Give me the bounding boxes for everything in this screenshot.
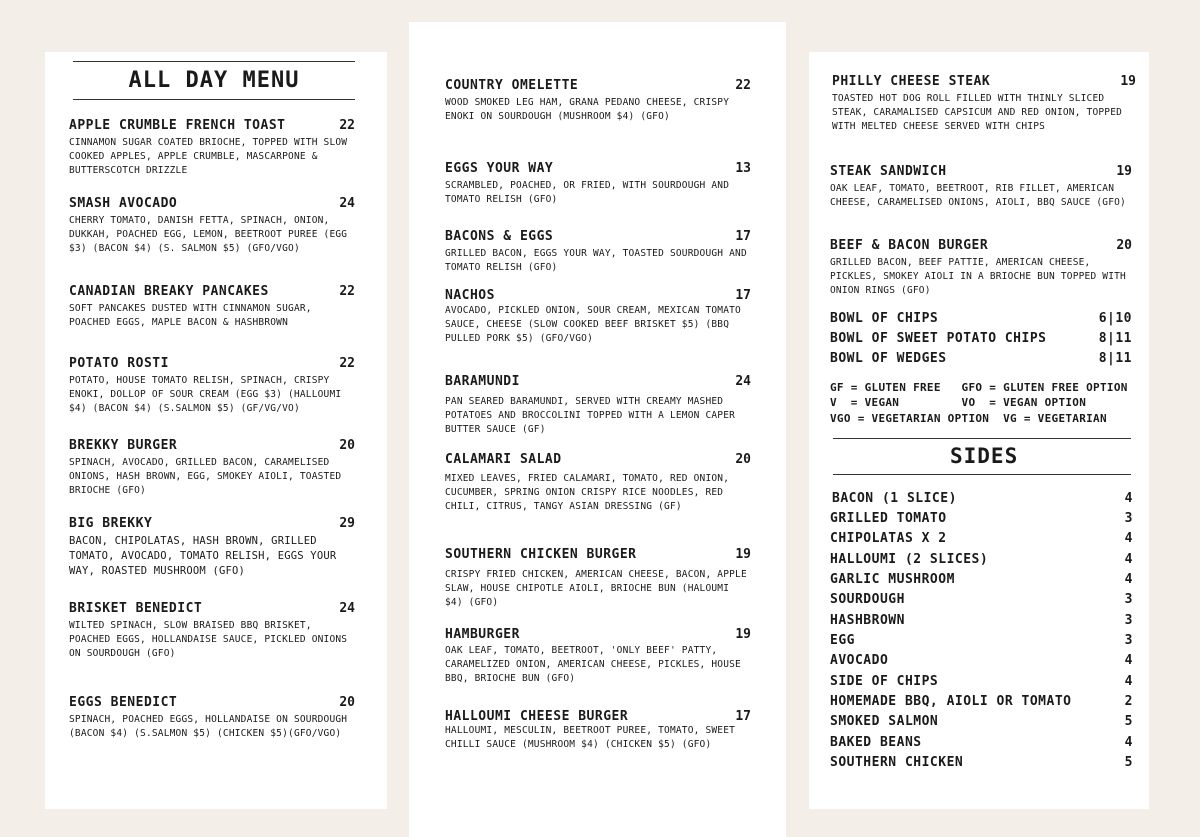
menu-item: [832, 74, 1136, 134]
item-name: COUNTRY OMELETTE: [445, 78, 579, 93]
side-name: SIDE OF CHIPS: [830, 674, 939, 689]
dietary-legend-line: GF = GLUTEN FREE GFO = GLUTEN FREE OPTION: [830, 381, 1128, 394]
item-price: 22: [339, 118, 355, 133]
menu-item: [69, 118, 355, 178]
side-name: GARLIC MUSHROOM: [830, 572, 955, 587]
item-description: SPINACH, POACHED EGGS, HOLLANDAISE ON SOURDOUGH (BACON $4) (S.SALMON $5) (CHICKEN $5)(GFO/VGO): [69, 714, 348, 739]
item-name: BARAMUNDI: [445, 374, 520, 389]
item-price: 20: [735, 452, 751, 467]
item-description: PAN SEARED BARAMUNDI, SERVED WITH CREAMY MASHED POTATOES AND BROCCOLINI TOPPED WITH A LEMON CAPER BUTTER SAUCE (GF): [445, 396, 736, 435]
side-name: HALLOUMI (2 SLICES): [830, 552, 989, 567]
item-name: HAMBURGER: [445, 627, 520, 642]
item-description: AVOCADO, PICKLED ONION, SOUR CREAM, MEXICAN TOMATO SAUCE, CHEESE (SLOW COOKED BEEF BRISKET $5) (BBQ PULLED PORK $5) (GFO/VGO): [445, 305, 741, 344]
item-description: OAK LEAF, TOMATO, BEETROOT, RIB FILLET, AMERICAN CHEESE, CARAMELISED ONIONS, AIOLI, BBQ SAUCE (GFO): [830, 183, 1126, 208]
side-row: [830, 653, 1133, 668]
item-price: 17: [735, 288, 751, 303]
side-row: [832, 491, 1133, 506]
side-name: SOURDOUGH: [830, 592, 905, 607]
side-name: HOMEMADE BBQ, AIOLI OR TOMATO: [830, 694, 1072, 709]
chips-row: [830, 311, 1132, 326]
menu-item: [445, 161, 751, 207]
menu-item: [445, 452, 751, 514]
menu-item: [69, 284, 355, 330]
menu-title-box: [73, 61, 355, 100]
side-row: [830, 592, 1133, 607]
chips-name: BOWL OF WEDGES: [830, 351, 947, 366]
item-price: 20: [339, 438, 355, 453]
side-price: 4: [1124, 674, 1133, 689]
side-row: [830, 613, 1133, 628]
item-name: NACHOS: [445, 288, 495, 303]
chips-name: BOWL OF SWEET POTATO CHIPS: [830, 331, 1047, 346]
menu-item: [445, 627, 751, 686]
menu-item: [445, 547, 751, 610]
side-price: 3: [1124, 613, 1133, 628]
menu-item: [830, 224, 1132, 298]
side-name: SMOKED SALMON: [830, 714, 939, 729]
item-description: WILTED SPINACH, SLOW BRAISED BBQ BRISKET, POACHED EGGS, HOLLANDAISE SAUCE, PICKLED ONIONS ON SOURDOUGH (GFO): [69, 620, 348, 659]
item-description: SPINACH, AVOCADO, GRILLED BACON, CARAMELISED ONIONS, HASH BROWN, EGG, SMOKEY AIOLI, TOASTED BRIOCHE (GFO): [69, 457, 342, 496]
item-name: EGGS YOUR WAY: [445, 161, 554, 176]
side-name: HASHBROWN: [830, 613, 905, 628]
menu-item: [69, 695, 355, 741]
menu-item: [69, 438, 355, 498]
menu-item: [445, 288, 751, 346]
item-description: POTATO, HOUSE TOMATO RELISH, SPINACH, CRISPY ENOKI, DOLLOP OF SOUR CREAM (EGG $3) (HALLOUMI $4) (BACON $4) (S.SALMON $5) (GF/VG/VO): [69, 375, 342, 414]
menu-item: [69, 196, 355, 256]
side-row: [830, 694, 1133, 709]
item-name: BIG BREKKY: [69, 516, 153, 531]
divider: [833, 474, 1131, 475]
item-description: SCRAMBLED, POACHED, OR FRIED, WITH SOURDOUGH AND TOMATO RELISH (GFO): [445, 180, 730, 205]
side-price: 5: [1124, 755, 1133, 770]
item-name: EGGS BENEDICT: [69, 695, 178, 710]
item-price: 19: [1116, 164, 1132, 179]
item-description: HALLOUMI, MESCULIN, BEETROOT PUREE, TOMATO, SWEET CHILLI SAUCE (MUSHROOM $4) (CHICKEN $5) (GFO): [445, 725, 736, 750]
side-price: 4: [1124, 735, 1133, 750]
side-price: 2: [1124, 694, 1133, 709]
side-row: [830, 511, 1133, 526]
menu-page-right: [809, 52, 1149, 809]
item-price: 24: [339, 601, 355, 616]
side-row: [830, 552, 1133, 567]
item-description: GRILLED BACON, EGGS YOUR WAY, TOASTED SOURDOUGH AND TOMATO RELISH (GFO): [445, 248, 747, 273]
side-price: 5: [1124, 714, 1133, 729]
item-description: WOOD SMOKED LEG HAM, GRANA PEDANO CHEESE, CRISPY ENOKI ON SOURDOUGH (MUSHROOM $4) (GFO): [445, 97, 730, 122]
item-price: 19: [735, 547, 751, 562]
menu-item: [445, 78, 751, 124]
item-price: 17: [735, 709, 751, 724]
sides-title: SIDES: [950, 444, 1019, 468]
item-price: 29: [339, 516, 355, 531]
item-name: APPLE CRUMBLE FRENCH TOAST: [69, 118, 286, 133]
side-price: 3: [1124, 633, 1133, 648]
item-description: CINNAMON SUGAR COATED BRIOCHE, TOPPED WITH SLOW COOKED APPLES, APPLE CRUMBLE, MASCARPONE & BUTTERSCOTCH DRIZZLE: [69, 137, 348, 176]
item-name: CANADIAN BREAKY PANCAKES: [69, 284, 269, 299]
side-name: BAKED BEANS: [830, 735, 922, 750]
side-row: [830, 572, 1133, 587]
item-price: 19: [735, 627, 751, 642]
item-name: BREKKY BURGER: [69, 438, 178, 453]
item-price: 24: [735, 374, 751, 389]
menu-item: [445, 229, 751, 275]
item-price: 22: [339, 356, 355, 371]
side-row: [830, 755, 1133, 770]
item-name: STEAK SANDWICH: [830, 164, 947, 179]
menu-item: [69, 601, 355, 661]
side-price: 4: [1124, 552, 1133, 567]
item-name: POTATO ROSTI: [69, 356, 169, 371]
side-name: GRILLED TOMATO: [830, 511, 947, 526]
side-price: 4: [1124, 572, 1133, 587]
item-description: CRISPY FRIED CHICKEN, AMERICAN CHEESE, BACON, APPLE SLAW, HOUSE CHIPOTLE AIOLI, BRIOCHE BUN (HALOUMI $4) (GFO): [445, 569, 747, 608]
menu-page-middle: [409, 22, 786, 837]
side-price: 3: [1124, 511, 1133, 526]
item-description: BACON, CHIPOLATAS, HASH BROWN, GRILLED TOMATO, AVOCADO, TOMATO RELISH, EGGS YOUR WAY, ROASTED MUSHROOM (GFO): [69, 535, 337, 577]
item-name: SOUTHERN CHICKEN BURGER: [445, 547, 637, 562]
item-name: SMASH AVOCADO: [69, 196, 178, 211]
item-description: TOASTED HOT DOG ROLL FILLED WITH THINLY SLICED STEAK, CARAMALISED CAPSICUM AND RED ONION, TOPPED WITH MELTED CHEESE SERVED WITH CHIPS: [832, 93, 1123, 132]
item-description: OAK LEAF, TOMATO, BEETROOT, 'ONLY BEEF' PATTY, CARAMELIZED ONION, AMERICAN CHEESE, PICKLES, HOUSE BBQ, BRIOCHE BUN (GFO): [445, 645, 741, 684]
item-name: CALAMARI SALAD: [445, 452, 562, 467]
item-price: 13: [735, 161, 751, 176]
chips-row: [830, 351, 1132, 366]
item-description: GRILLED BACON, BEEF PATTIE, AMERICAN CHEESE, PICKLES, SMOKEY AIOLI IN A BRIOCHE BUN TOPPED WITH ONION RINGS (GFO): [830, 257, 1126, 296]
side-name: CHIPOLATAS X 2: [830, 531, 947, 546]
chips-price: 8|11: [1098, 331, 1132, 346]
chips-price: 8|11: [1098, 351, 1132, 366]
item-price: 20: [1116, 238, 1132, 253]
side-price: 4: [1124, 653, 1133, 668]
menu-item: [69, 516, 355, 579]
item-description: SOFT PANCAKES DUSTED WITH CINNAMON SUGAR, POACHED EGGS, MAPLE BACON & HASHBROWN: [69, 303, 312, 328]
side-row: [830, 633, 1133, 648]
menu-item: [445, 374, 751, 437]
item-name: PHILLY CHEESE STEAK: [832, 74, 991, 89]
item-price: 24: [339, 196, 355, 211]
side-row: [830, 714, 1133, 729]
item-price: 22: [339, 284, 355, 299]
side-price: 4: [1124, 491, 1133, 506]
side-name: EGG: [830, 633, 855, 648]
side-row: [830, 531, 1133, 546]
item-name: HALLOUMI CHEESE BURGER: [445, 709, 629, 724]
dietary-legend-line: VGO = VEGETARIAN OPTION VG = VEGETARIAN: [830, 412, 1107, 425]
side-name: SOUTHERN CHICKEN: [830, 755, 964, 770]
item-price: 17: [735, 229, 751, 244]
side-name: BACON (1 SLICE): [832, 491, 957, 506]
side-name: AVOCADO: [830, 653, 889, 668]
side-row: [830, 735, 1133, 750]
chips-price: 6|10: [1098, 311, 1132, 326]
item-name: BEEF & BACON BURGER: [830, 238, 989, 253]
menu-item: [445, 709, 751, 752]
side-price: 3: [1124, 592, 1133, 607]
divider: [833, 438, 1131, 439]
menu-item: [830, 164, 1132, 210]
menu-title: ALL DAY MENU: [128, 68, 300, 93]
side-price: 4: [1124, 531, 1133, 546]
chips-name: BOWL OF CHIPS: [830, 311, 939, 326]
menu-item: [69, 356, 355, 416]
item-description: MIXED LEAVES, FRIED CALAMARI, TOMATO, RED ONION, CUCUMBER, SPRING ONION CRISPY RICE NOODLES, RED CHILI, CITRUS, TANGY ASIAN DRESSING (GF): [445, 473, 730, 512]
dietary-legend-line: V = VEGAN VO = VEGAN OPTION: [830, 396, 1087, 409]
chips-row: [830, 331, 1132, 346]
item-price: 19: [1120, 74, 1136, 89]
menu-page-left: [45, 52, 387, 809]
item-name: BACONS & EGGS: [445, 229, 554, 244]
side-row: [830, 674, 1133, 689]
item-price: 22: [735, 78, 751, 93]
item-price: 20: [339, 695, 355, 710]
item-name: BRISKET BENEDICT: [69, 601, 203, 616]
item-description: CHERRY TOMATO, DANISH FETTA, SPINACH, ONION, DUKKAH, POACHED EGG, LEMON, BEETROOT PUREE (EGG $3) (BACON $4) (S. SALMON $5) (GFO/VGO): [69, 215, 348, 254]
